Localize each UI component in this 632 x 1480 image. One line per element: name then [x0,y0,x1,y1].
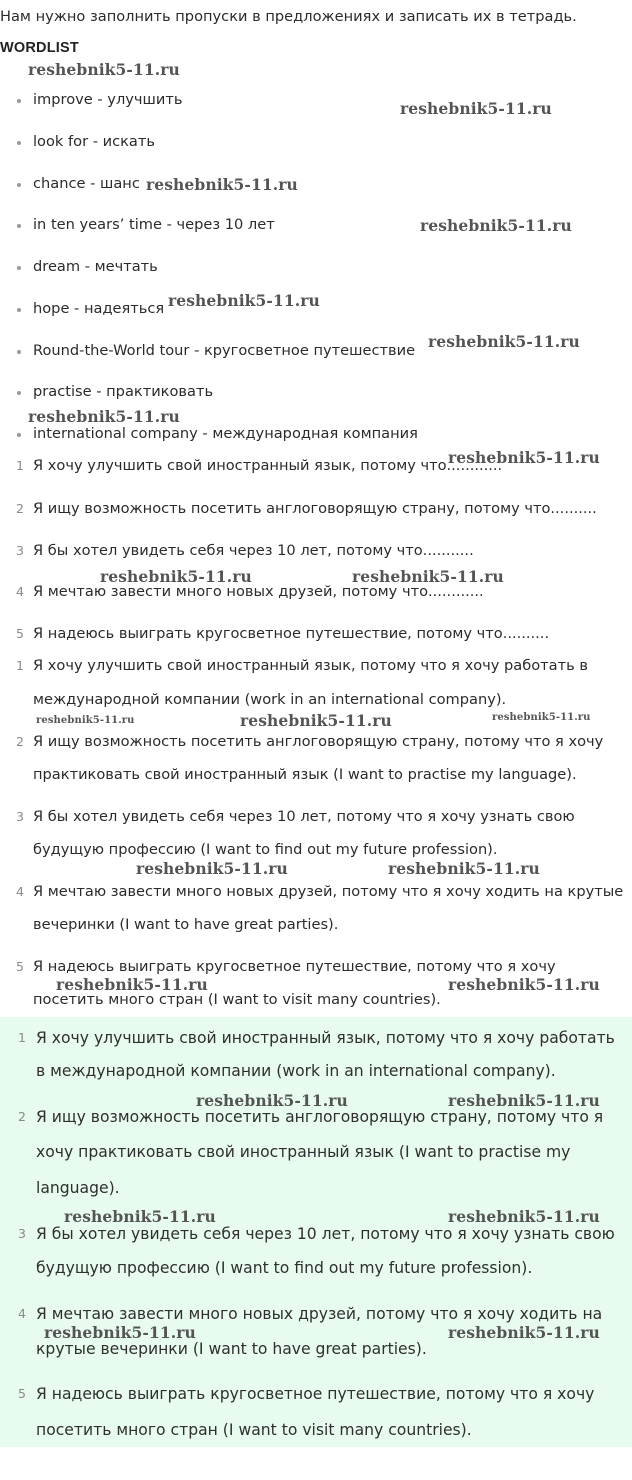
wordlist-title: WORDLIST [0,40,79,56]
answer-line: будущую профессию (I want to find out my future profession). [33,841,498,858]
watermark: reshebnik5-11.ru [448,1091,600,1110]
boxed-answer-line: хочу практиковать свой иностранный язык (I want to practise my [36,1143,571,1161]
list-number: 5 [18,1386,26,1401]
bullet-icon [17,308,21,312]
boxed-answer-line: Я мечтаю завести много новых друзей, потому что я хочу ходить на [36,1305,603,1323]
list-number: 1 [18,1030,26,1045]
wordlist-item [33,340,415,362]
wordlist-item [33,381,213,403]
intro-text: Нам нужно заполнить пропуски в предложениях и записать их в тетрадь. [0,8,577,25]
watermark: reshebnik5-11.ru [352,567,504,586]
watermark: reshebnik5-11.ru [168,291,320,310]
wordlist-item [33,256,158,278]
watermark: reshebnik5-11.ru [36,715,135,726]
bullet-icon [17,224,21,228]
answer-line: Я ищу возможность посетить англоговорящую страну, потому что я хочу [33,733,604,750]
watermark: reshebnik5-11.ru [100,567,252,586]
list-number: 4 [16,884,24,899]
answer-line: Я хочу улучшить свой иностранный язык, потому что я хочу работать в [33,657,588,674]
boxed-answer-line: Я надеюсь выиграть кругосветное путешествие, потому что я хочу [36,1385,595,1403]
wordlist-item [33,173,140,195]
boxed-answer-line: в международной компании (work in an international company). [36,1062,556,1080]
wordlist-item-text: international company - международная компания [33,425,418,442]
boxed-answer-line: посетить много стран (I want to visit many countries). [36,1421,472,1439]
watermark: reshebnik5-11.ru [400,99,552,118]
wordlist-item [33,131,155,153]
exercise-sentence: Я ищу возможность посетить англоговорящую страну, потому что.......... [33,500,597,517]
bullet-icon [17,266,21,270]
wordlist-item [33,214,275,236]
list-number: 4 [18,1306,26,1321]
list-number: 2 [16,734,24,749]
list-number: 5 [16,959,24,974]
list-number: 2 [18,1109,26,1124]
watermark: reshebnik5-11.ru [448,1207,600,1226]
list-number: 3 [18,1226,26,1241]
watermark: reshebnik5-11.ru [64,1207,216,1226]
list-number: 1 [16,458,24,473]
wordlist-item-text: dream - мечтать [33,258,158,275]
exercise-sentence: Я надеюсь выиграть кругосветное путешествие, потому что.......... [33,625,550,642]
wordlist-item-text: hope - надеяться [33,300,165,317]
watermark: reshebnik5-11.ru [28,60,180,79]
watermark: reshebnik5-11.ru [196,1091,348,1110]
watermark: reshebnik5-11.ru [146,175,298,194]
wordlist-item-text: look for - искать [33,133,155,150]
exercise-sentence: Я бы хотел увидеть себя через 10 лет, потому что........... [33,542,474,559]
wordlist-item-text: in ten years’ time - через 10 лет [33,216,275,233]
answer-box [0,1017,632,1447]
wordlist-item [33,298,164,320]
list-number: 1 [16,658,24,673]
wordlist-item [33,89,182,111]
watermark: reshebnik5-11.ru [56,975,208,994]
bullet-icon [17,350,21,354]
wordlist-item-text: chance - шанс [33,175,140,192]
answer-line: вечеринки (I want to have great parties). [33,916,339,933]
answer-line: Я мечтаю завести много новых друзей, потому что я хочу ходить на крутые [33,883,624,900]
watermark: reshebnik5-11.ru [428,332,580,351]
list-number: 5 [16,626,24,641]
watermark: reshebnik5-11.ru [448,448,600,467]
list-number: 2 [16,501,24,516]
exercise-sentence: Я мечтаю завести много новых друзей, потому что............ [33,583,484,600]
bullet-icon [17,183,21,187]
bullet-icon [17,99,21,103]
watermark: reshebnik5-11.ru [448,1323,600,1342]
answer-line: практиковать свой иностранный язык (I want to practise my language). [33,766,577,783]
answer-line: Я надеюсь выиграть кругосветное путешествие, потому что я хочу [33,958,556,975]
bullet-icon [17,141,21,145]
watermark: reshebnik5-11.ru [492,712,591,723]
answer-line: посетить много стран (I want to visit many countries). [33,991,441,1008]
boxed-answer-line: крутые вечеринки (I want to have great parties). [36,1340,427,1358]
watermark: reshebnik5-11.ru [136,859,288,878]
wordlist-item-text: improve - улучшить [33,91,183,108]
list-number: 4 [16,584,24,599]
watermark: reshebnik5-11.ru [448,975,600,994]
watermark: reshebnik5-11.ru [420,216,572,235]
bullet-icon [17,391,21,395]
answer-line: международной компании (work in an international company). [33,691,507,708]
boxed-answer-line: будущую профессию (I want to find out my future profession). [36,1259,533,1277]
boxed-answer-line: Я ищу возможность посетить англоговорящую страну, потому что я [36,1108,604,1126]
bullet-icon [17,433,21,437]
boxed-answer-line: Я хочу улучшить свой иностранный язык, потому что я хочу работать [36,1029,615,1047]
watermark: reshebnik5-11.ru [240,711,392,730]
boxed-answer-line: Я бы хотел увидеть себя через 10 лет, потому что я хочу узнать свою [36,1225,615,1243]
boxed-answer-line: language). [36,1179,120,1197]
exercise-sentence: Я хочу улучшить свой иностранный язык, потому что............ [33,457,503,474]
wordlist-item-text: Round-the-World tour - кругосветное путешествие [33,342,416,359]
answer-line: Я бы хотел увидеть себя через 10 лет, потому что я хочу узнать свою [33,808,575,825]
wordlist-item-text: practise - практиковать [33,383,214,400]
wordlist-item [33,423,418,445]
watermark: reshebnik5-11.ru [388,859,540,878]
watermark: reshebnik5-11.ru [28,407,180,426]
watermark: reshebnik5-11.ru [44,1323,196,1342]
list-number: 3 [16,809,24,824]
list-number: 3 [16,543,24,558]
